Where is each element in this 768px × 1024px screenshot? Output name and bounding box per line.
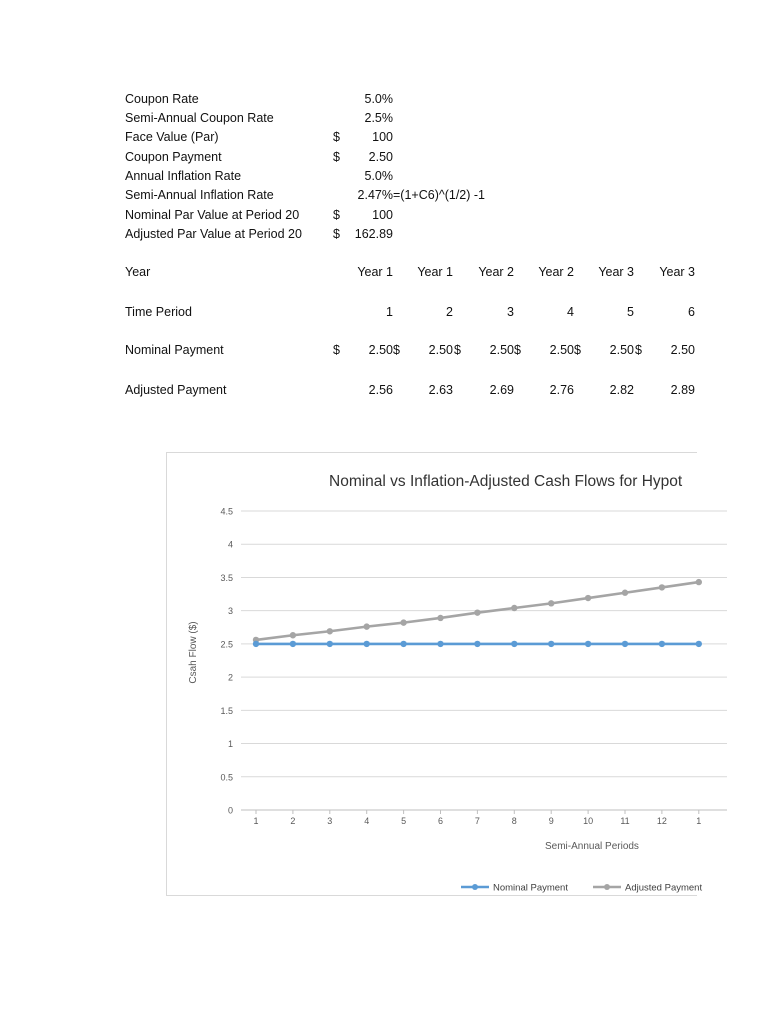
x-tick-label: 11	[620, 816, 630, 826]
nominal-payment-cell[interactable]: 2.50	[428, 343, 453, 357]
param-value[interactable]: 5.0%	[364, 92, 393, 106]
period-cell[interactable]: 1	[386, 305, 393, 319]
data-point-nominal	[548, 641, 554, 647]
nominal-currency[interactable]: $	[454, 343, 461, 357]
param-value[interactable]: 100	[372, 208, 393, 222]
data-point-adjusted	[474, 609, 480, 615]
row-label-time-period[interactable]: Time Period	[125, 305, 192, 319]
param-value[interactable]: 5.0%	[364, 169, 393, 183]
data-point-adjusted	[548, 600, 554, 606]
nominal-payment-cell[interactable]: 2.50	[609, 343, 634, 357]
year-cell[interactable]: Year 1	[417, 265, 453, 279]
x-tick-label: 9	[548, 816, 554, 826]
nominal-currency[interactable]: $	[574, 343, 581, 357]
data-point-adjusted	[585, 595, 591, 601]
param-label[interactable]: Nominal Par Value at Period 20	[125, 208, 300, 222]
nominal-currency[interactable]: $	[635, 343, 642, 357]
nominal-payment-cell[interactable]: 2.50	[549, 343, 574, 357]
year-cell[interactable]: Year 3	[659, 265, 695, 279]
x-tick-label: 3	[327, 816, 333, 826]
param-label[interactable]: Coupon Rate	[125, 92, 199, 106]
x-tick-label: 7	[474, 816, 480, 826]
param-currency[interactable]: $	[333, 208, 340, 222]
data-point-nominal	[437, 641, 443, 647]
param-currency[interactable]: $	[333, 150, 340, 164]
x-tick-label: 12	[656, 816, 667, 826]
y-tick-label: 2.5	[220, 639, 233, 650]
param-label[interactable]: Coupon Payment	[125, 150, 222, 164]
y-tick-label: 0.5	[220, 772, 233, 783]
year-cell[interactable]: Year 2	[478, 265, 514, 279]
y-tick-label: 3	[227, 606, 233, 617]
data-point-nominal	[696, 641, 702, 647]
y-tick-label: 4.5	[220, 506, 233, 517]
legend-label: Nominal Payment	[493, 882, 568, 894]
adjusted-payment-cell[interactable]: 2.89	[670, 383, 695, 397]
data-point-nominal	[511, 641, 517, 647]
data-point-nominal	[585, 641, 591, 647]
y-tick-label: 0	[227, 805, 233, 816]
row-label-adjusted-payment[interactable]: Adjusted Payment	[125, 383, 227, 397]
period-cell[interactable]: 3	[507, 305, 514, 319]
adjusted-payment-cell[interactable]: 2.76	[549, 383, 574, 397]
row-label-year[interactable]: Year	[125, 265, 151, 279]
data-point-nominal	[364, 641, 370, 647]
param-label[interactable]: Semi-Annual Coupon Rate	[125, 111, 274, 125]
data-point-adjusted	[696, 579, 702, 585]
data-point-adjusted	[290, 632, 296, 638]
param-value[interactable]: 2.5%	[364, 111, 393, 125]
data-point-adjusted	[511, 605, 517, 611]
adjusted-payment-cell[interactable]: 2.69	[489, 383, 514, 397]
year-cell[interactable]: Year 1	[357, 265, 393, 279]
chart-container[interactable]	[166, 452, 703, 896]
y-tick-label: 1	[227, 739, 233, 750]
nominal-payment-cell[interactable]: 2.50	[670, 343, 695, 357]
param-label[interactable]: Adjusted Par Value at Period 20	[125, 227, 302, 241]
adjusted-payment-cell[interactable]: 2.82	[609, 383, 634, 397]
adjusted-payment-cell[interactable]: 2.56	[368, 383, 393, 397]
legend-label: Adjusted Payment	[625, 882, 703, 894]
period-cell[interactable]: 5	[627, 305, 634, 319]
param-label[interactable]: Face Value (Par)	[125, 130, 219, 144]
x-tick-label: 1	[696, 816, 702, 826]
y-tick-label: 3.5	[220, 572, 233, 583]
period-cell[interactable]: 4	[567, 305, 574, 319]
x-axis-title: Semi-Annual Periods	[545, 841, 639, 852]
nominal-currency[interactable]: $	[514, 343, 521, 357]
x-tick-label: 10	[583, 816, 594, 826]
data-point-nominal	[400, 641, 406, 647]
adjusted-payment-cell[interactable]: 2.63	[428, 383, 453, 397]
x-tick-label: 6	[437, 816, 444, 826]
chart-title: Nominal vs Inflation-Adjusted Cash Flows for Hypot	[329, 473, 683, 490]
data-point-nominal	[474, 641, 480, 647]
data-point-nominal	[327, 641, 333, 647]
y-tick-label: 2	[227, 672, 233, 683]
param-label[interactable]: Annual Inflation Rate	[125, 169, 242, 183]
period-cell[interactable]: 6	[688, 305, 695, 319]
year-cell[interactable]: Year 2	[538, 265, 574, 279]
param-value[interactable]: 2.50	[368, 150, 393, 164]
line-chart	[167, 453, 703, 897]
data-point-adjusted	[622, 590, 628, 596]
param-value[interactable]: 2.47%	[357, 188, 393, 202]
x-tick-label: 5	[401, 816, 407, 826]
data-point-adjusted	[659, 584, 665, 590]
x-tick-label: 1	[253, 816, 259, 826]
y-tick-label: 1.5	[220, 705, 233, 716]
y-tick-label: 4	[227, 539, 233, 550]
param-value[interactable]: 162.89	[354, 227, 393, 241]
param-label[interactable]: Semi-Annual Inflation Rate	[125, 188, 274, 202]
row-label-nominal-payment[interactable]: Nominal Payment	[125, 343, 224, 357]
x-tick-label: 2	[290, 816, 296, 826]
nominal-currency[interactable]: $	[393, 343, 400, 357]
data-point-adjusted	[437, 615, 443, 621]
legend-swatch-marker	[472, 884, 478, 890]
nominal-payment-cell[interactable]: 2.50	[489, 343, 514, 357]
nominal-currency[interactable]: $	[333, 343, 340, 357]
param-currency[interactable]: $	[333, 227, 340, 241]
data-point-nominal	[659, 641, 665, 647]
x-tick-label: 4	[364, 816, 370, 826]
data-point-adjusted	[327, 628, 333, 634]
data-point-nominal	[622, 641, 628, 647]
legend-swatch-marker	[604, 884, 610, 890]
data-point-adjusted	[400, 619, 406, 625]
param-value[interactable]: 100	[372, 130, 393, 144]
param-formula-note[interactable]: =(1+C6)^(1/2) -1	[393, 188, 486, 202]
x-tick-label: 8	[511, 816, 517, 826]
nominal-payment-cell[interactable]: 2.50	[368, 343, 393, 357]
data-point-nominal	[253, 641, 259, 647]
y-axis-title: Csah Flow ($)	[188, 621, 199, 684]
year-cell[interactable]: Year 3	[598, 265, 634, 279]
data-point-adjusted	[364, 623, 370, 629]
period-cell[interactable]: 2	[446, 305, 453, 319]
param-currency[interactable]: $	[333, 130, 340, 144]
data-point-nominal	[290, 641, 296, 647]
